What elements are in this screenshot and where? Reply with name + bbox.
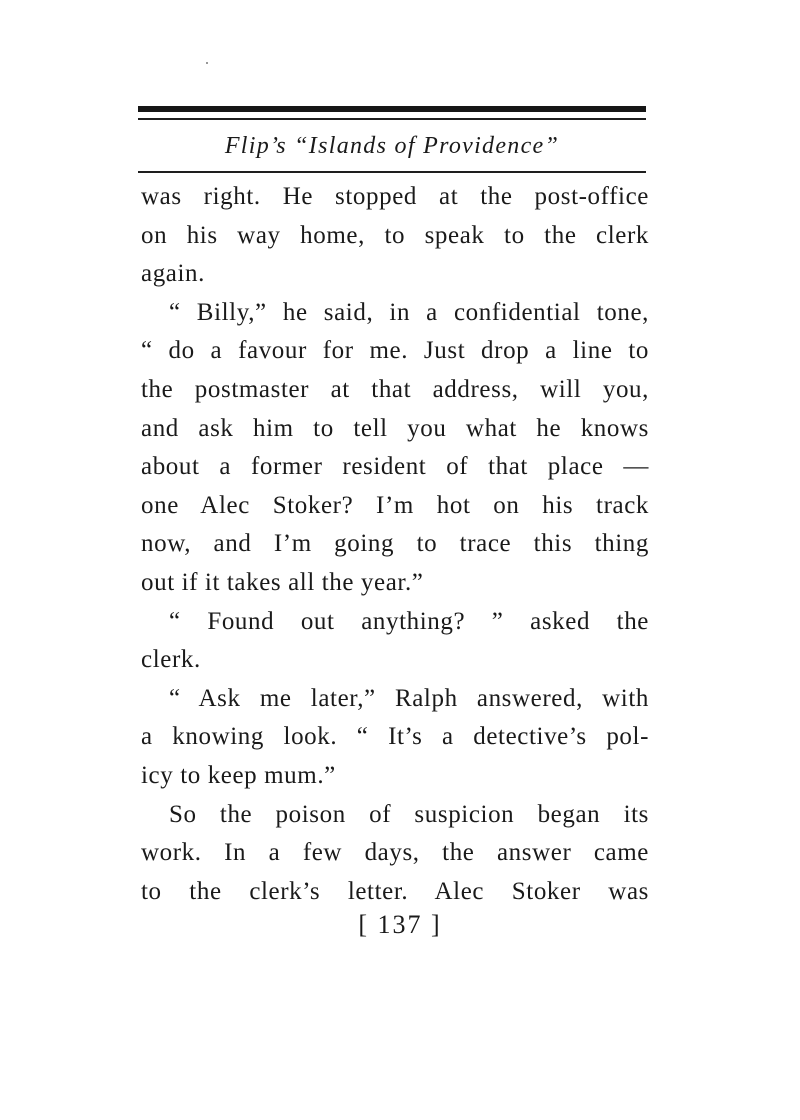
text-line: about a former resident of that place — bbox=[141, 453, 649, 481]
text-line: again. bbox=[141, 260, 205, 288]
page-number: [ 137 ] bbox=[358, 910, 442, 939]
text-line: out if it takes all the year.” bbox=[141, 568, 424, 596]
text-line: and ask him to tell you what he knows bbox=[141, 414, 649, 442]
text-line: “ Found out anything? ” asked the bbox=[169, 607, 649, 635]
text-line: icy to keep mum.” bbox=[141, 761, 336, 789]
text-line: now, and I’m going to trace this thing bbox=[141, 530, 649, 558]
print-speck bbox=[206, 62, 208, 64]
text-line: the postmaster at that address, will you, bbox=[141, 375, 649, 403]
text-line: a knowing look. “ It’s a detective’s pol- bbox=[141, 723, 649, 751]
text-line: work. In a few days, the answer came bbox=[141, 839, 649, 867]
header-rule-bottom bbox=[138, 171, 646, 173]
header-rule-thick bbox=[138, 106, 646, 112]
text-line: was right. He stopped at the post-office bbox=[141, 183, 649, 210]
text-line: on his way home, to speak to the clerk bbox=[141, 221, 649, 249]
text-line: “ Ask me later,” Ralph answered, with bbox=[169, 684, 649, 712]
text-line: one Alec Stoker? I’m hot on his track bbox=[141, 491, 649, 519]
text-line: “ Billy,” he said, in a confidential tone, bbox=[169, 298, 649, 326]
page-body bbox=[141, 178, 649, 911]
text-line: So the poison of suspicion began its bbox=[169, 800, 649, 828]
text-line: to the clerk’s letter. Alec Stoker was bbox=[141, 877, 649, 905]
running-title: Flip’s “Islands of Providence” bbox=[224, 133, 560, 159]
header-rule-thin bbox=[138, 118, 646, 120]
text-line: “ do a favour for me. Just drop a line to bbox=[141, 337, 649, 365]
text-line: clerk. bbox=[141, 646, 201, 674]
